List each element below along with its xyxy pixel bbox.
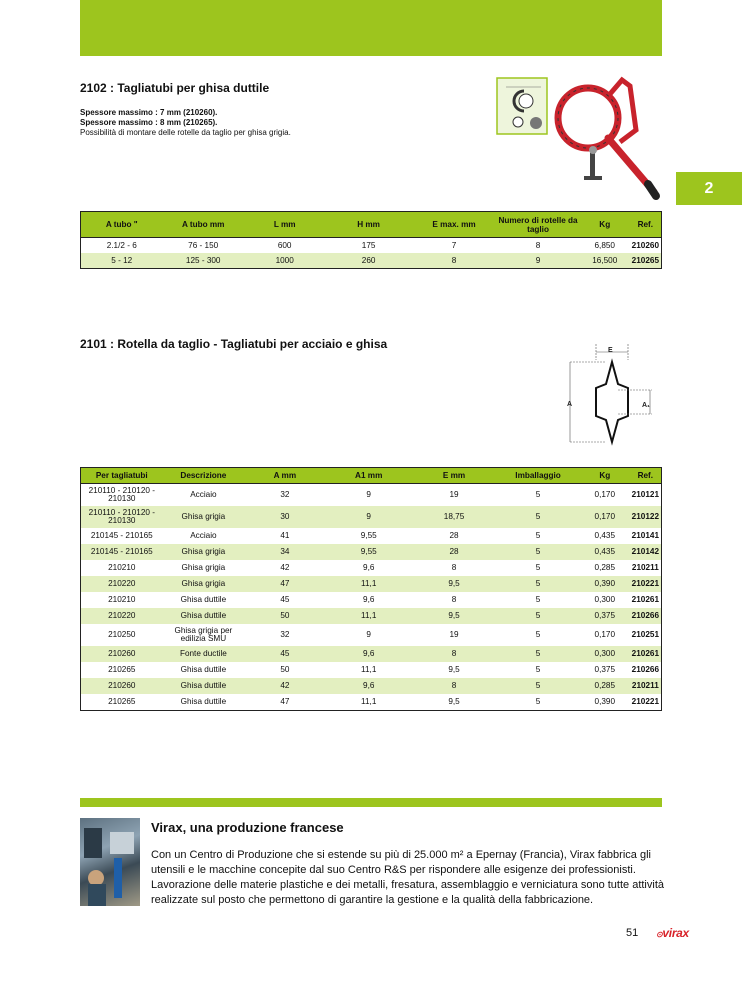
cell: Ghisa grigia <box>163 544 245 560</box>
ref-cell: 210221 <box>630 694 662 711</box>
cell: 50 <box>280 665 290 674</box>
column-header: Kg <box>580 212 630 238</box>
cell: 34 <box>244 544 325 560</box>
cell: 210265 <box>81 694 163 711</box>
cell: 5 <box>496 694 580 711</box>
cell: 5 <box>535 563 541 572</box>
promo-divider-band <box>80 798 662 807</box>
cutting-wheel-diagram <box>562 342 660 446</box>
cell: 30 <box>244 506 325 528</box>
column-header: A mm <box>244 468 325 484</box>
ref-cell: 210260 <box>631 241 659 250</box>
cell: 42 <box>244 678 325 694</box>
cell: Ghisa duttile <box>163 678 245 694</box>
cell: 5 <box>496 646 580 662</box>
cell: 9,6 <box>326 678 412 694</box>
column-header: A tubo " <box>81 212 163 238</box>
ref-cell: 210122 <box>630 506 662 528</box>
column-header: A1 mm <box>326 468 412 484</box>
ref-cell: 210121 <box>631 490 659 499</box>
spec-block <box>80 108 291 138</box>
ref-cell: 210211 <box>631 563 659 572</box>
cell: Ghisa duttile <box>180 665 227 674</box>
table-row <box>81 544 662 560</box>
cell: 9,5 <box>448 665 460 674</box>
cell: 11,1 <box>326 608 412 624</box>
cell: 45 <box>244 646 325 662</box>
table-row <box>81 694 662 711</box>
cell: 0,375 <box>594 665 616 674</box>
spec-line: Spessore massimo : 7 mm (210260). <box>80 108 218 117</box>
cell: 5 <box>496 678 580 694</box>
cell: 5 <box>496 608 580 624</box>
cell: 0,170 <box>580 506 630 528</box>
logo-mark-icon: ⊙ <box>656 930 663 939</box>
cell: 210210 <box>108 595 136 604</box>
cell: 210260 <box>81 646 163 662</box>
table-row <box>81 253 662 269</box>
cell: 19 <box>449 490 459 499</box>
cell: Ghisa grigia per edilizia SMU <box>174 626 233 643</box>
cell: 7 <box>451 241 457 250</box>
cell: 5 - 12 <box>81 253 163 269</box>
factory-photo <box>80 818 140 906</box>
cell: 0,435 <box>594 531 616 540</box>
cell: 1000 <box>244 253 325 269</box>
table-row <box>81 678 662 694</box>
cell: 9,5 <box>412 576 496 592</box>
cell: 0,300 <box>580 646 630 662</box>
table-row <box>81 484 662 507</box>
column-header: E mm <box>412 468 496 484</box>
cell: 210210 <box>108 563 136 572</box>
cell: 8 <box>412 253 496 269</box>
cell: Ghisa grigia <box>163 576 245 592</box>
cutter-schematic-thumbnail <box>496 77 548 135</box>
cell: 9,6 <box>363 595 375 604</box>
cell: 175 <box>361 241 376 250</box>
section-title-2102: 2102 : Tagliatubi per ghisa duttile <box>80 81 270 95</box>
cell: 0,285 <box>580 678 630 694</box>
cell: 2.1/2 - 6 <box>106 241 137 250</box>
cell: Ghisa duttile <box>163 608 245 624</box>
column-header: Kg <box>580 468 630 484</box>
ref-cell: 210211 <box>630 678 662 694</box>
chapter-tab: 2 <box>676 172 742 205</box>
cell: 9,5 <box>412 694 496 711</box>
brand-logo <box>656 926 689 940</box>
column-header: Per tagliatubi <box>81 468 163 484</box>
table-row <box>81 560 662 576</box>
column-header: A tubo mm <box>162 212 243 238</box>
cell: 41 <box>280 531 290 540</box>
brand-name: virax <box>662 926 689 940</box>
cell: 9,5 <box>412 608 496 624</box>
ref-cell: 210142 <box>630 544 662 560</box>
column-header: Ref. <box>630 468 662 484</box>
ref-cell: 210266 <box>631 665 659 674</box>
cell: 0,170 <box>594 630 616 639</box>
spec-line: Possibilità di montare delle rotelle da taglio per ghisa grigia. <box>80 128 291 137</box>
cell: 9 <box>496 253 580 269</box>
cell: 0,390 <box>580 576 630 592</box>
cell: 32 <box>280 490 290 499</box>
cell: Fonte ductile <box>163 646 245 662</box>
cell: 0,170 <box>594 490 616 499</box>
cell: Acciaio <box>190 490 217 499</box>
table-row <box>81 608 662 624</box>
cell: 9,6 <box>326 646 412 662</box>
cell: 6,850 <box>594 241 615 250</box>
cell: 9 <box>366 630 371 639</box>
ref-cell: 210265 <box>630 253 662 269</box>
diagram-label-e: E <box>608 347 613 354</box>
cell: 210250 <box>108 630 136 639</box>
cell: Ghisa duttile <box>163 694 245 711</box>
cell: Acciaio <box>190 531 217 540</box>
table-row <box>81 662 662 678</box>
cell: 210260 <box>81 678 163 694</box>
ref-cell: 210221 <box>630 576 662 592</box>
cell: 0,300 <box>594 595 616 604</box>
cell: 32 <box>280 630 290 639</box>
diagram-label-a1: A₁ <box>642 402 650 409</box>
cell: 5 <box>535 595 541 604</box>
cell: 210110 - 210120 - 210130 <box>81 506 163 528</box>
cell: 47 <box>244 576 325 592</box>
cell: 50 <box>244 608 325 624</box>
table-row <box>81 506 662 528</box>
cell: 9 <box>366 490 371 499</box>
diagram-label-a: A <box>567 401 573 408</box>
cell: 0,390 <box>580 694 630 711</box>
cell: 125 - 300 <box>162 253 243 269</box>
column-header: Imballaggio <box>496 468 580 484</box>
ref-cell: 210141 <box>631 531 659 540</box>
cell: 18,75 <box>412 506 496 528</box>
table-2102 <box>80 211 662 269</box>
cell: 16,500 <box>580 253 630 269</box>
header-band <box>80 0 662 56</box>
cell: 76 - 150 <box>188 241 219 250</box>
cell: 28 <box>449 531 459 540</box>
cell: 5 <box>535 630 541 639</box>
chain-pipe-cutter-image <box>550 70 662 202</box>
column-header: H mm <box>325 212 411 238</box>
cell: 0,435 <box>580 544 630 560</box>
column-header: L mm <box>244 212 325 238</box>
ref-cell: 210251 <box>631 630 659 639</box>
promo-title: Virax, una produzione francese <box>151 820 344 835</box>
ref-cell: 210261 <box>631 595 659 604</box>
cell: 600 <box>277 241 292 250</box>
cell: 47 <box>244 694 325 711</box>
cell: 5 <box>535 490 541 499</box>
cell: Ghisa duttile <box>180 595 227 604</box>
cell: 11,1 <box>326 576 412 592</box>
cell: 210145 - 210165 <box>90 531 153 540</box>
promo-text: Con un Centro di Produzione che si estende su più di 25.000 m² a Epernay (Francia), Virax fabbrica gli utensili e le macchine concepite dal suo Centro R&S per rispondere alle esigenze dei professionisti. Lavorazione delle materie plastiche e dei metalli, fresatura, assemblaggio e verniciatura sono tutte attività realizzate sul posto che permettono di garantire la gestione e la qualità della fabbricazione. <box>151 849 664 906</box>
cell: 210265 <box>108 665 136 674</box>
spec-line: Spessore massimo : 8 mm (210265). <box>80 118 218 127</box>
cell: 210220 <box>81 576 163 592</box>
cell: Ghisa grigia <box>163 506 245 528</box>
table-row <box>81 592 662 608</box>
cell: Ghisa grigia <box>181 563 226 572</box>
cell: 210110 - 210120 - 210130 <box>88 486 155 503</box>
cell: 19 <box>449 630 459 639</box>
cell: 260 <box>325 253 411 269</box>
cell: 9,6 <box>363 563 375 572</box>
cell: 5 <box>535 665 541 674</box>
cell: 28 <box>412 544 496 560</box>
cell: 11,1 <box>361 665 377 674</box>
cell: 45 <box>280 595 290 604</box>
cell: 11,1 <box>326 694 412 711</box>
table-row <box>81 624 662 646</box>
column-header: Ref. <box>630 212 662 238</box>
cell: 5 <box>496 506 580 528</box>
cell: 210220 <box>81 608 163 624</box>
cell: 8 <box>451 563 457 572</box>
table-2101 <box>80 467 662 711</box>
table-row <box>81 528 662 544</box>
cell: 5 <box>535 531 541 540</box>
cell: 8 <box>451 595 457 604</box>
column-header: E max. mm <box>412 212 496 238</box>
page-number: 51 <box>626 927 639 939</box>
cell: 0,375 <box>580 608 630 624</box>
cell: 8 <box>412 646 496 662</box>
table-row <box>81 646 662 662</box>
table-row <box>81 238 662 254</box>
cell: 9,55 <box>326 544 412 560</box>
cell: 42 <box>280 563 290 572</box>
section-title-2101: 2101 : Rotella da taglio - Tagliatubi per acciaio e ghisa <box>80 337 388 351</box>
cell: 8 <box>535 241 541 250</box>
cell: 5 <box>496 544 580 560</box>
column-header: Descrizione <box>163 468 245 484</box>
ref-cell: 210266 <box>630 608 662 624</box>
ref-cell: 210261 <box>630 646 662 662</box>
table-row <box>81 576 662 592</box>
cell: 5 <box>496 576 580 592</box>
cell: 9,55 <box>360 531 377 540</box>
cell: 9 <box>326 506 412 528</box>
column-header: Numero di rotelle da taglio <box>496 212 580 238</box>
cell: 210145 - 210165 <box>81 544 163 560</box>
cell: 0,285 <box>594 563 616 572</box>
cell: 8 <box>412 678 496 694</box>
